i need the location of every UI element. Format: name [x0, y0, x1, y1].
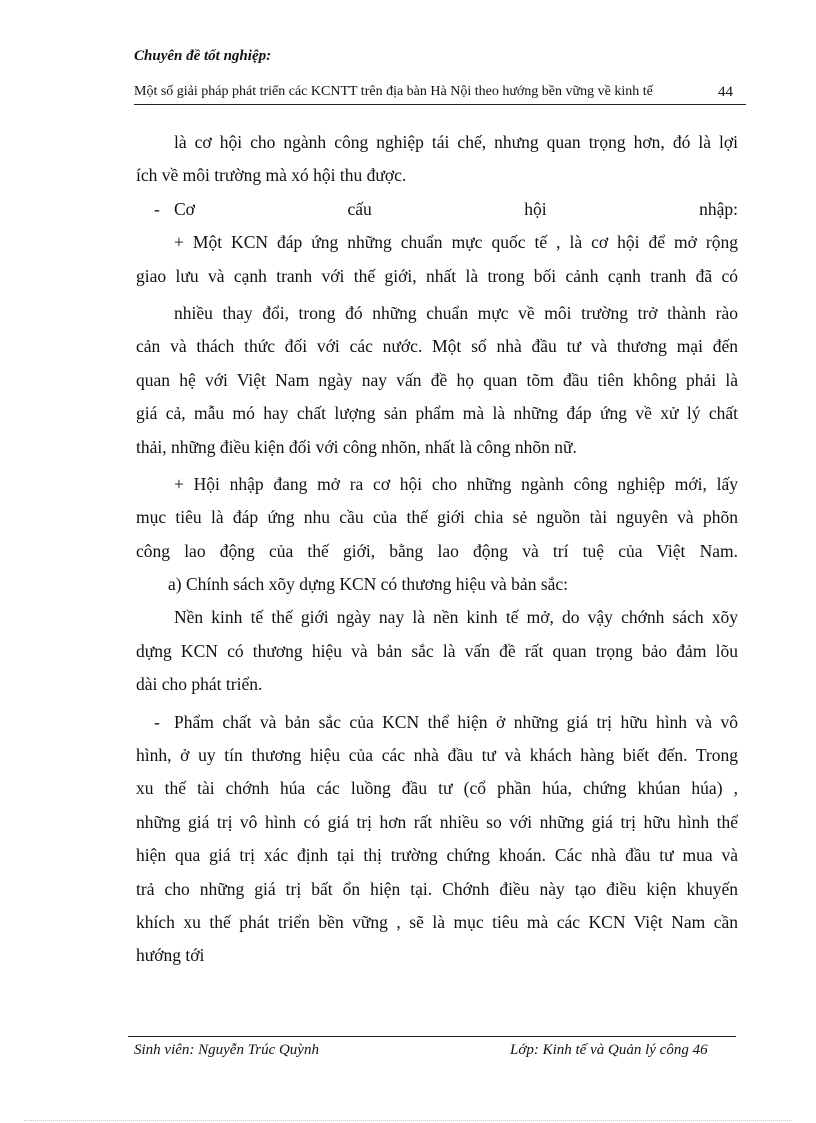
text-line: là cơ hội cho ngành công nghiệp tái chế, nhưng quan trọng hơn, đó là lợi	[174, 132, 738, 152]
text-line: dựng KCN có thương hiệu và bản sắc là vấn đề rất quan trọng bảo đảm lõu	[136, 640, 738, 661]
text-line: nhiều thay đổi, trong đó những chuẩn mực về môi trường trở thành rào	[174, 302, 738, 323]
text-line: ích về môi trường mà xó hội thu được.	[136, 165, 407, 186]
footer-rule	[128, 1036, 736, 1037]
text-line: Phẩm chất và bản sắc của KCN thể hiện ở những giá trị hữu hình và vô	[174, 711, 738, 732]
footer-class: Lớp: Kinh tế và Quản lý công 46	[510, 1042, 708, 1058]
text-line: giao lưu và cạnh tranh với thế giới, nhất là trong bối cảnh cạnh tranh đã có	[136, 265, 738, 286]
text-line: hiện qua giá trị xác định tại thị trường chứng khoán. Các nhà đầu tư mua và	[136, 845, 738, 866]
text-line: dài cho phát triển.	[136, 674, 263, 695]
text-line: quan hệ với Việt Nam ngày nay vấn đề họ quan tõm đầu tiên không phải là	[136, 369, 738, 390]
text-line: mục tiêu là đáp ứng nhu cầu của thế giới chia sẻ nguồn tài nguyên và phõn	[136, 507, 738, 528]
footer-student: Sinh viên: Nguyễn Trúc Quỳnh	[134, 1042, 319, 1058]
section-heading: a) Chính sách xõy dựng KCN có thương hiệu và bản sắc:	[168, 574, 569, 595]
text-line: hướng tới	[136, 945, 205, 966]
text-line: xu thế tài chớnh húa các luồng đầu tư (cổ phần húa, chứng khúan húa) ,	[136, 778, 738, 799]
text-line: Cơ cấu hội nhập:	[174, 198, 738, 219]
header-title: Chuyên đề tốt nghiệp:	[134, 48, 272, 64]
bullet-line	[136, 193, 738, 226]
text-line: công lao động của thế giới, bằng lao động và trí tuệ của Việt Nam.	[136, 540, 738, 561]
text-line: trả cho những giá trị bất ổn hiện tại. Chớnh điều này tạo điều kiện khuyến	[136, 878, 738, 899]
bullet-dash: -	[154, 198, 160, 219]
text-line: cản và thách thức đối với các nước. Một số nhà đầu tư và thương mại đến	[136, 336, 738, 357]
text-line: thải, những điều kiện đối với công nhõn, nhất là công nhõn nữ.	[136, 436, 577, 457]
header-rule	[134, 104, 746, 105]
bullet-line	[136, 706, 738, 739]
text-line: Nền kinh tế thế giới ngày nay là nền kinh tế mở, do vậy chớnh sách xõy	[174, 607, 738, 628]
body-text	[136, 126, 738, 973]
text-line: hình, ở uy tín thương hiệu của các nhà đầu tư và khách hàng biết đến. Trong	[136, 745, 738, 766]
page-number: 44	[718, 84, 733, 100]
bullet-dash: -	[154, 711, 160, 732]
text-line: + Hội nhập đang mở ra cơ hội cho những ngành công nghiệp mới, lấy	[174, 473, 738, 494]
text-line: những giá trị vô hình có giá trị hơn rất nhiều so với những giá trị hữu hình thể	[136, 811, 738, 832]
text-line: + Một KCN đáp ứng những chuẩn mực quốc tế , là cơ hội để mở rộng	[174, 232, 738, 253]
page-boundary	[24, 1120, 792, 1121]
header-subtitle: Một số giải pháp phát triển các KCNTT trên địa bàn Hà Nội theo hướng bền vững về kinh tế	[134, 84, 653, 99]
text-line: khích xu thế phát triển bền vững , sẽ là mục tiêu mà các KCN Việt Nam cần	[136, 911, 738, 932]
text-line: giá cả, mẫu mó hay chất lượng sản phẩm mà là những đáp ứng về xử lý chất	[136, 403, 738, 424]
